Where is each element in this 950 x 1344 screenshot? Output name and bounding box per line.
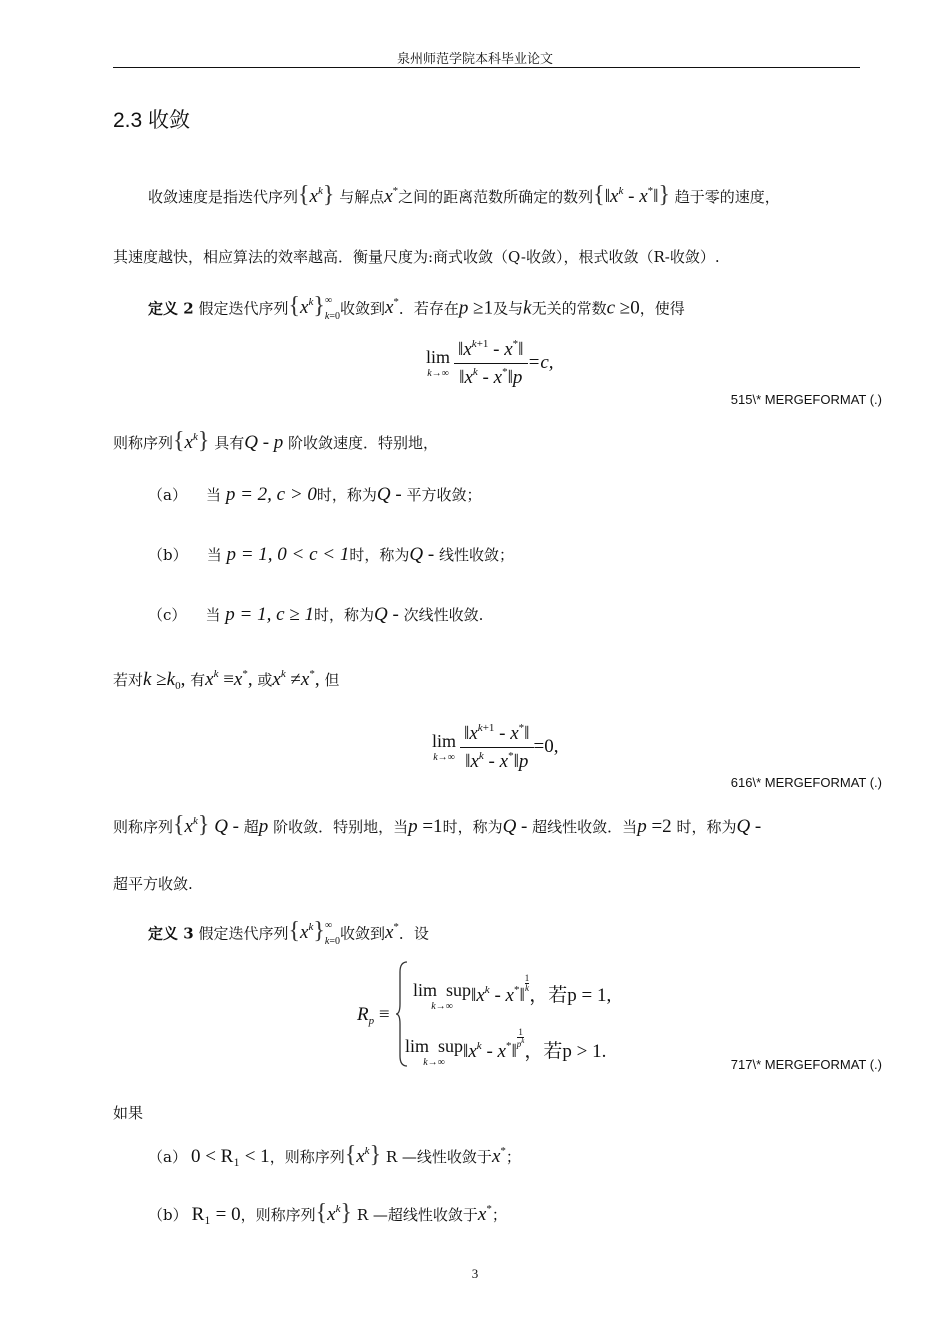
text: 有 — [190, 671, 206, 689]
case-label: （b） — [148, 1206, 188, 1224]
solution-point: x* — [477, 1203, 492, 1225]
case-condition: p = 2, c > 0 — [225, 484, 317, 505]
text: 时，称为 — [313, 606, 374, 624]
case-2: lim sup k→∞ $‖x^k$ - x*‖ $\frac{1}{p^k}$ ，若p > 1. — [405, 1027, 607, 1069]
text: 当 — [206, 486, 222, 504]
norm-sequence: {$‖x^k$ - x*‖} — [593, 182, 670, 208]
text: ，则称序列 — [269, 1148, 345, 1166]
page-number: 3 — [471, 1266, 479, 1281]
equation-superlinear-limit — [432, 722, 558, 773]
text: 超 — [243, 818, 259, 836]
text: 次线性收敛. — [403, 606, 484, 624]
case-label: （a） — [148, 486, 187, 504]
text: 但 — [324, 671, 340, 689]
sequence-xk: $\{x^k\}$ — [344, 1142, 382, 1168]
case-1: lim sup k→∞ $‖x^k$ - x*‖ $\frac{1}{k}$ ，若p = 1, — [413, 973, 612, 1013]
equation-number-2: 616\* MERGEFORMAT (.) — [730, 775, 882, 790]
case-label: （a） — [148, 1148, 187, 1166]
sequence-xk-indexed: $\{x^k\}$ ∞ k=0 — [288, 293, 340, 322]
q-p-order-sentence — [113, 428, 438, 455]
condition: ，若p > 1. — [524, 1041, 607, 1062]
text: 线性收敛； — [439, 546, 515, 564]
sequence-xk: $\{x^k\}$ — [315, 1200, 353, 1226]
case-label: （b） — [148, 546, 188, 564]
text: 当 — [206, 546, 222, 564]
text: 收敛到 — [339, 924, 385, 943]
text: 时，称为 — [316, 486, 377, 504]
c-geq-0: c ≥0 — [606, 297, 640, 319]
paragraph-convergence-line1 — [148, 182, 780, 209]
rp-symbol: $R_p$ ≡ — [357, 1004, 390, 1027]
header-rule — [113, 67, 860, 68]
limit-operator: lim k→∞ — [432, 731, 457, 763]
fraction: $\frac{‖x^{k+1} - x^*‖}{‖x^k - x^*‖p}$ — [454, 338, 528, 389]
q-symbol: Q - — [409, 544, 435, 565]
text: 假定迭代序列 — [198, 924, 289, 943]
p-geq-1: p ≥1 — [458, 297, 494, 319]
q-symbol: Q - — [736, 816, 762, 837]
paragraph-convergence-line2: 其速度越快，相应算法的效率越高．衡量尺度为:商式收敛（Q-收敛），根式收敛（R-收敛）. — [113, 248, 720, 266]
text: R —线性收敛于 — [385, 1148, 492, 1166]
equation-number-3: 717\* MERGEFORMAT (.) — [730, 1057, 882, 1072]
equation-rp-definition — [357, 960, 687, 1072]
case-r-superlinear: （b） R₁ = 0，则称序列$\{x^k\}$ R —超线性收敛于x*； — [148, 1200, 507, 1226]
k-geq-k0: $k \ge k_0$, — [143, 669, 186, 692]
text: 趋于零的速度， — [674, 188, 780, 206]
if-label: 如果 — [113, 1104, 144, 1122]
text: 阶收敛速度．特别地， — [288, 434, 439, 452]
solution-point: x* — [384, 185, 399, 207]
text: 时，称为 — [349, 546, 410, 564]
text: 则称序列 — [113, 818, 174, 836]
text: 阶收敛．特别地，当 — [273, 818, 409, 836]
solution-point: x* — [491, 1145, 506, 1167]
text: R —超线性收敛于 — [356, 1206, 478, 1224]
superlinear-sentence-line1 — [113, 812, 761, 839]
superlinear-sentence-line2: 超平方收敛. — [113, 875, 193, 893]
definition-2 — [148, 293, 685, 325]
case-condition: p = 1, 0 < c < 1 — [226, 544, 350, 565]
text: 则称序列 — [113, 434, 174, 452]
section-title: 2.3 收敛 — [113, 109, 191, 132]
sequence-xk: $\{x^k\}$ — [173, 812, 210, 838]
case-condition: p = 1, c ≥ 1 — [225, 604, 314, 625]
q-symbol: Q - — [502, 816, 528, 837]
sequence-xk: $\{x^k\}$ — [298, 182, 335, 208]
text: 收敛速度是指迭代序列 — [148, 188, 299, 206]
equation-number-1: 515\* MERGEFORMAT (.) — [730, 392, 882, 407]
q-symbol: Q - — [376, 484, 402, 505]
text: 收敛到 — [339, 299, 385, 318]
solution-point: x* — [384, 296, 399, 319]
equation-rhs: =c, — [527, 351, 554, 373]
text: ．若存在 — [398, 299, 459, 318]
text: ，使得 — [639, 299, 685, 318]
solution-point: x* — [384, 921, 399, 944]
definition-3 — [148, 918, 429, 950]
case-a-quadratic — [148, 484, 482, 506]
case-b-linear — [148, 544, 514, 566]
q-p: Q - p — [244, 432, 284, 453]
case-condition: 0 < R₁ < 1 — [190, 1146, 270, 1167]
text: 超线性收敛．当 — [532, 818, 638, 836]
text: 及与 — [493, 299, 524, 318]
text: 当 — [205, 606, 221, 624]
xk-equiv-xstar: $x^k \equiv x^*$, — [205, 668, 253, 690]
p-variable: p — [258, 816, 269, 837]
case-r-linear: （a） 0 < R₁ < 1，则称序列$\{x^k\}$ R —线性收敛于x*； — [148, 1142, 521, 1168]
text: ，则称序列 — [240, 1206, 316, 1224]
text: 具有 — [214, 434, 245, 452]
text: 平方收敛； — [406, 486, 482, 504]
case-condition: R₁ = 0 — [191, 1204, 241, 1225]
definition-label: 定义 2 — [148, 299, 194, 318]
if-line — [113, 668, 339, 692]
p-eq-2: p =2 — [637, 816, 672, 837]
limsup: lim sup k→∞ — [413, 980, 472, 1013]
text: 无关的常数 — [531, 299, 607, 318]
q-symbol: Q - — [373, 604, 399, 625]
sequence-xk-indexed: $\{x^k\}$ ∞ k=0 — [288, 918, 340, 947]
condition: ，若p = 1, — [529, 985, 612, 1006]
k-variable: k — [523, 297, 532, 319]
text: 若对 — [113, 671, 144, 689]
text: 时，称为 — [442, 818, 503, 836]
case-c-sublinear — [148, 604, 483, 626]
text: 或 — [257, 671, 273, 689]
fraction: $\frac{‖x^{k+1} - x^*‖}{‖x^k - x^*‖p}$ — [460, 722, 534, 773]
xk-neq-xstar: $x^k \ne x^*$, — [272, 668, 320, 690]
p-eq-1: p =1 — [408, 816, 443, 837]
text: ．设 — [398, 924, 429, 943]
text: 之间的距离范数所确定的数列 — [398, 188, 594, 206]
equation-q-convergence — [426, 338, 554, 389]
equation-rhs: =0, — [533, 735, 559, 757]
limit-operator: lim k→∞ — [426, 347, 451, 379]
page-header: 泉州师范学院本科毕业论文 — [396, 51, 553, 66]
text: 假定迭代序列 — [198, 299, 289, 318]
sequence-xk: $\{x^k\}$ — [173, 428, 210, 454]
q-symbol: Q - — [214, 816, 239, 837]
limsup: lim sup k→∞ — [405, 1036, 464, 1069]
case-label: （c） — [148, 606, 187, 624]
definition-label: 定义 3 — [148, 924, 194, 943]
text: 时，称为 — [676, 818, 737, 836]
text: 与解点 — [339, 188, 385, 206]
